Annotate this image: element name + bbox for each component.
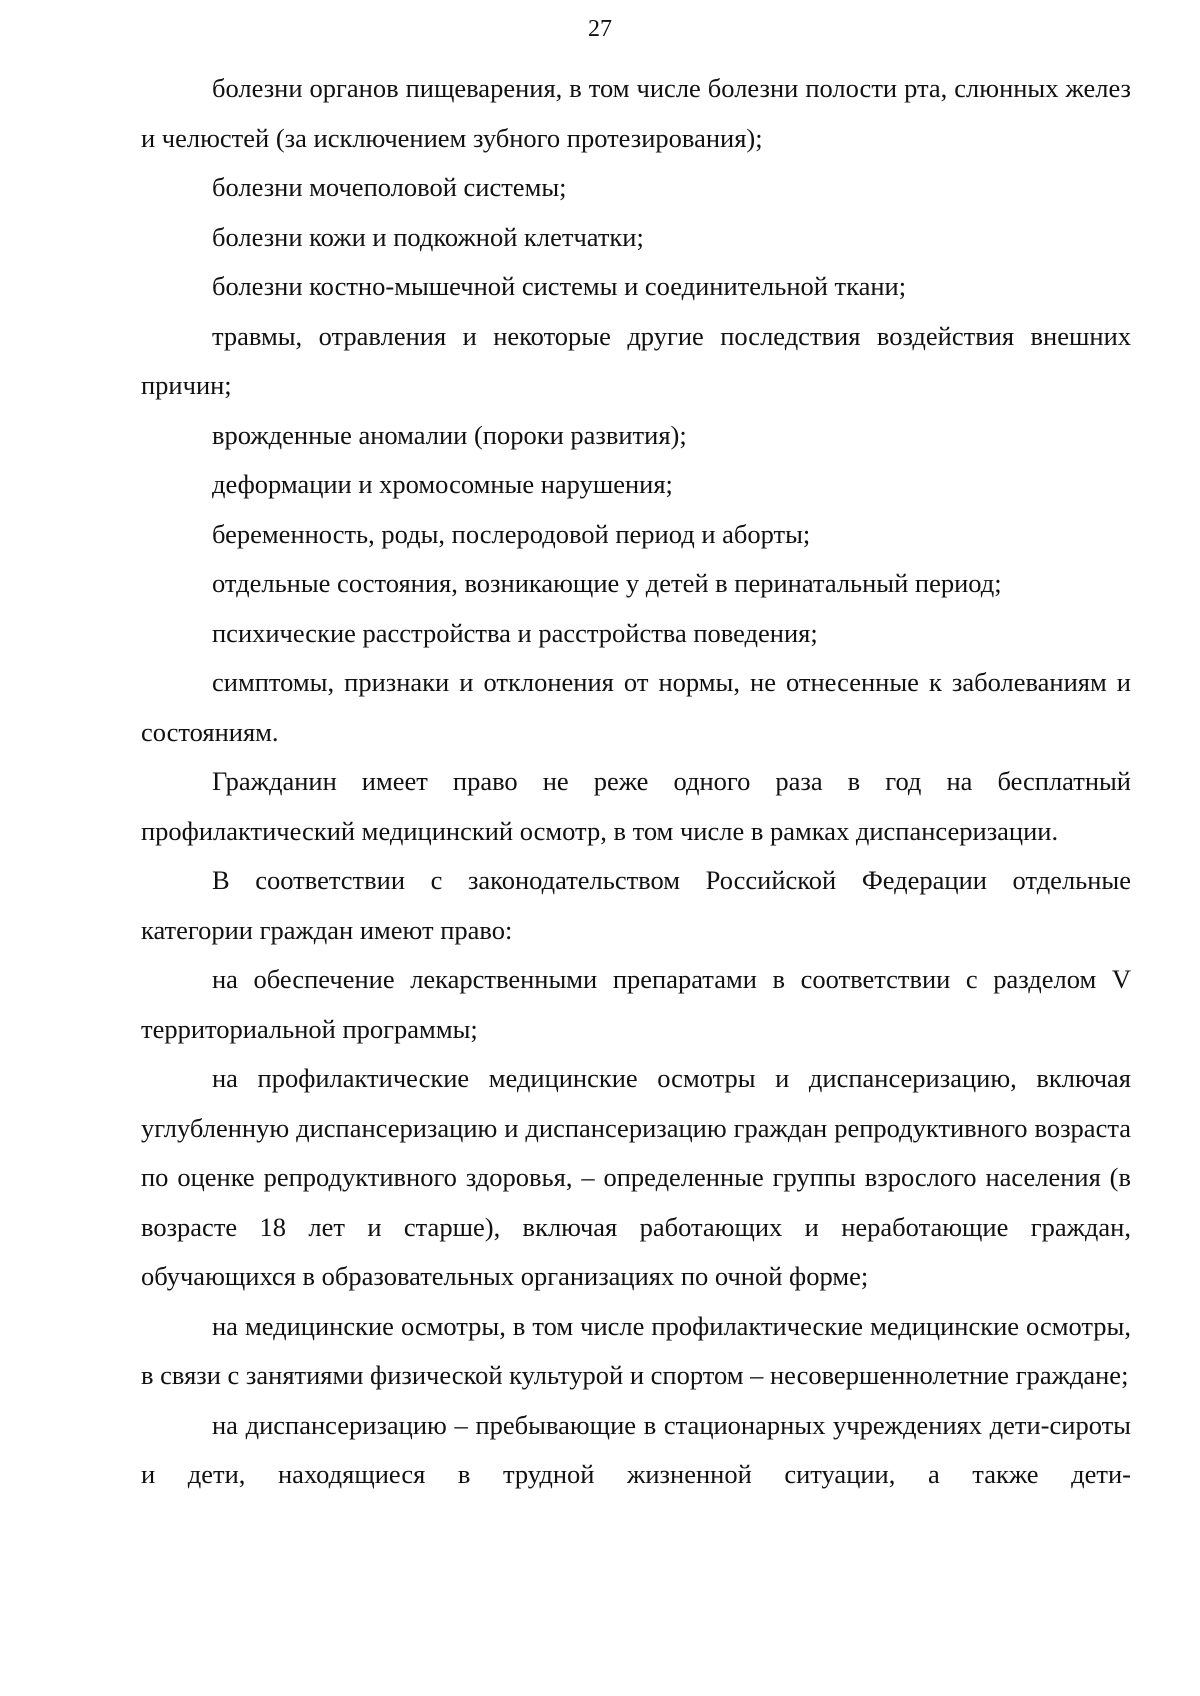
paragraph: отдельные состояния, возникающие у детей в перинатальный период; — [212, 568, 1002, 598]
paragraph: болезни кожи и подкожной клетчатки; — [212, 221, 644, 252]
paragraph: на обеспечение лекарственными препаратами в соответствии с разделом V территориальной программы; — [141, 964, 1131, 1044]
paragraph: беременность, роды, послеродовой период и аборты; — [212, 518, 811, 549]
paragraph: В соответствии с законодательством Российской Федерации отдельные категории граждан имеют право: — [141, 865, 1131, 945]
paragraph: болезни органов пищеварения, в том числе болезни полости рта, слюнных желез и челюстей (за исключением зубного протезирования); — [141, 73, 1131, 153]
paragraph: болезни костно-мышечной системы и соединительной ткани; — [212, 271, 907, 301]
paragraph: Гражданин имеет право не реже одного раза в год на бесплатный профилактический медицинский осмотр, в том числе в рамках диспансеризации. — [141, 766, 1131, 846]
paragraph: на профилактические медицинские осмотры и диспансеризацию, включая углубленную диспансеризацию и диспансеризацию граждан репродуктивного возраста по оценке репродуктивного здоровья, – определенные группы взрослого населения (в возрасте 18 лет и старше), включая работающих и неработающие граждан, обучающихся в образовательных организациях по очной форме; — [141, 1063, 1131, 1291]
paragraph: на диспансеризацию – пребывающие в стационарных учреждениях дети-сироты и дети, находящиеся в трудной жизненной ситуации, а также дети- — [141, 1409, 1131, 1489]
paragraph: симптомы, признаки и отклонения от нормы, не отнесенные к заболеваниям и состояниям. — [141, 667, 1131, 747]
paragraph: болезни мочеполовой системы; — [212, 172, 567, 202]
paragraph: на медицинские осмотры, в том числе профилактические медицинские осмотры, в связи с занятиями физической культурой и спортом – несовершеннолетние граждане; — [141, 1310, 1131, 1390]
paragraph: врожденные аномалии (пороки развития); — [212, 419, 687, 450]
paragraph: травмы, отравления и некоторые другие последствия воздействия внешних причин; — [141, 320, 1131, 400]
document-body — [141, 64, 1131, 1500]
paragraph: психические расстройства и расстройства поведения; — [212, 617, 818, 648]
paragraph: деформации и хромосомные нарушения; — [212, 469, 673, 499]
page-number: 27 — [588, 16, 612, 42]
